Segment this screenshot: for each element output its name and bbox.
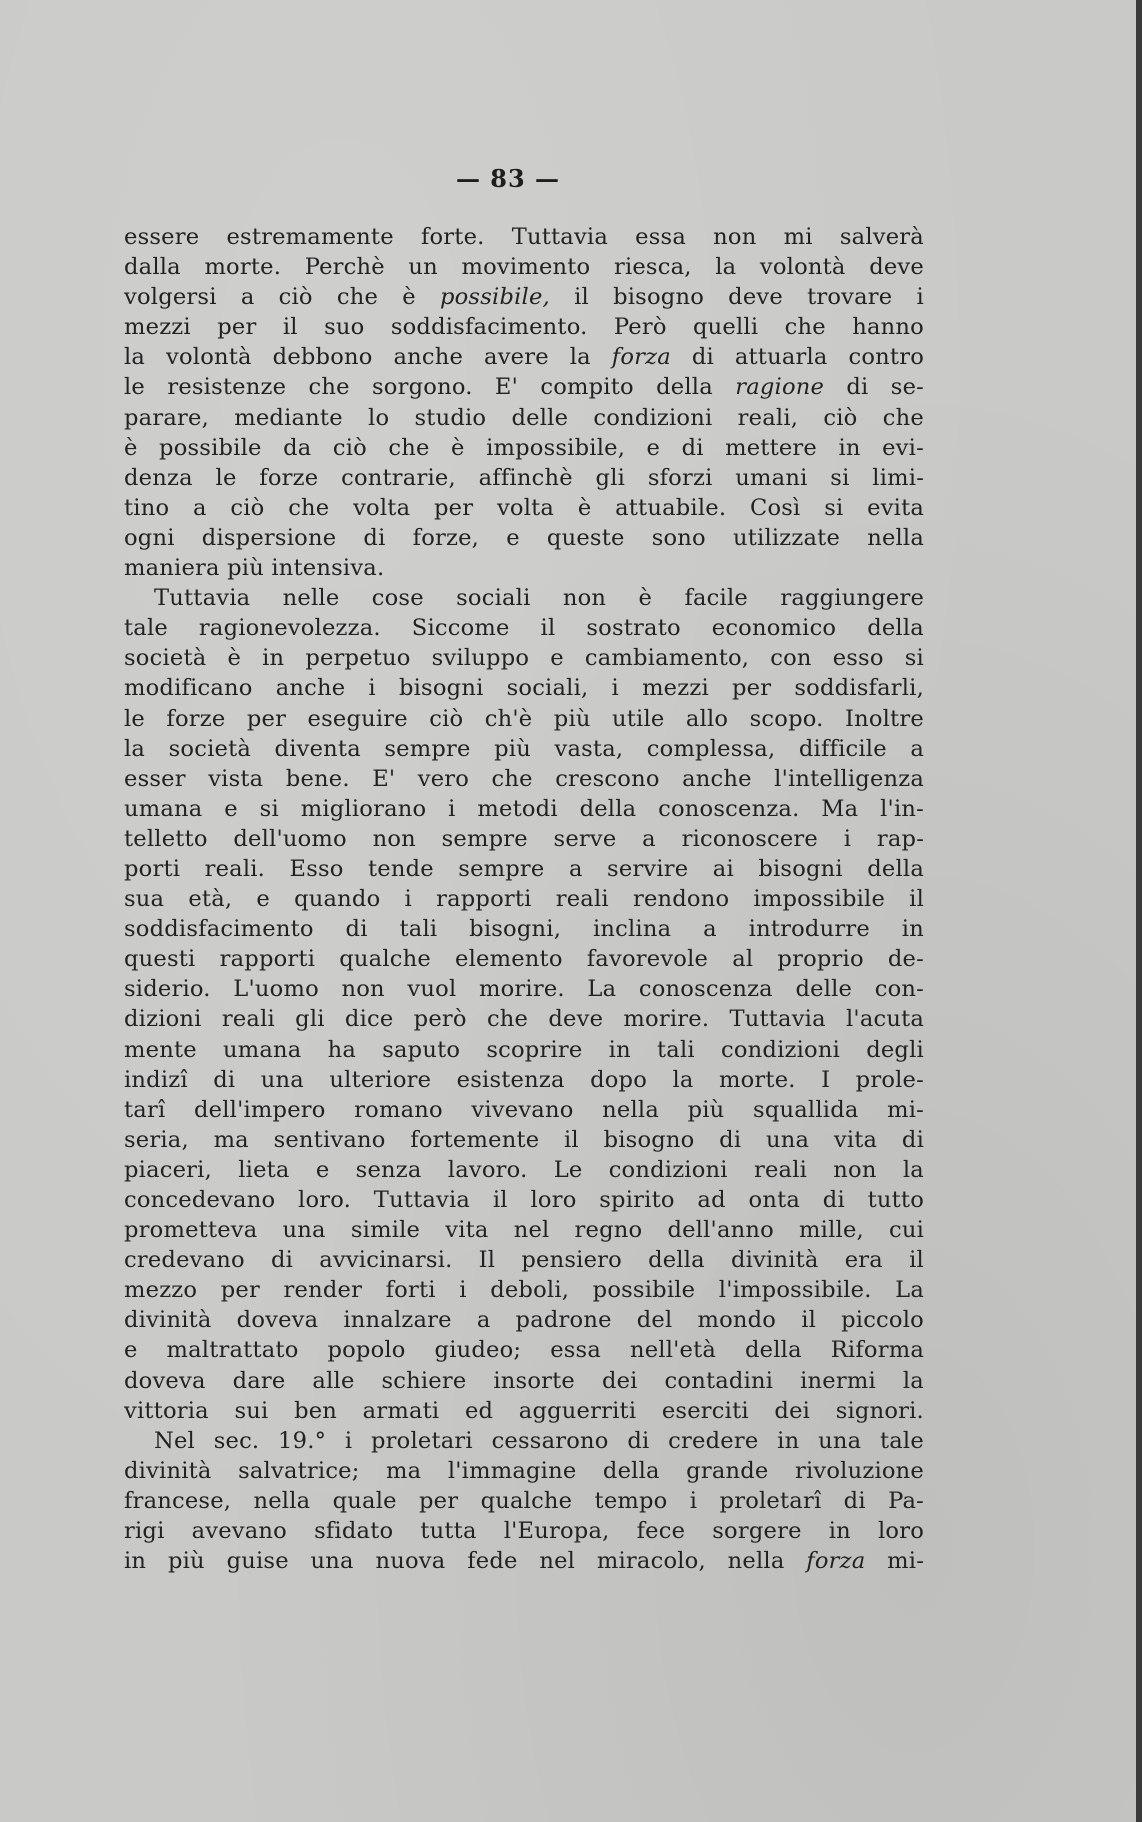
text-line: è possibile da ciò che è impossibile, e di mettere in evi-: [124, 434, 924, 461]
text-line: rigi avevano sfidato tutta l'Europa, fece sorgere in loro: [124, 1518, 925, 1545]
text-line: dalla morte. Perchè un movimento riesca, la volontà deve: [124, 254, 924, 281]
text-line: concedevano loro. Tuttavia il loro spirito ad onta di tutto: [124, 1187, 925, 1213]
text-line: tarî dell'impero romano vivevano nella più squallida mi-: [124, 1096, 925, 1123]
text-line: Tuttavia nelle cose sociali non è facile raggiungere: [154, 585, 925, 612]
text-line: tale ragionevolezza. Siccome il sostrato economico della: [124, 615, 924, 642]
text-line: mezzo per render forti i deboli, possibile l'impossibile. La: [124, 1277, 925, 1304]
text-line: prometteva una simile vita nel regno dell'anno mille, cui: [124, 1217, 925, 1244]
text-line: parare, mediante lo studio delle condizioni reali, ciò che: [124, 404, 924, 431]
text-line: e maltrattato popolo giudeo; essa nell'età della Riforma: [124, 1337, 925, 1364]
text-line: le resistenze che sorgono. E' compito della ragione di se-: [124, 374, 924, 401]
text-line: in più guise una nuova fede nel miracolo, nella forza mi-: [124, 1548, 925, 1575]
text-line: esser vista bene. E' vero che crescono anche l'intelligenza: [124, 765, 925, 792]
text-line: doveva dare alle schiere insorte dei contadini inermi la: [124, 1367, 924, 1394]
text-line: mente umana ha saputo scoprire in tali condizioni degli: [124, 1036, 924, 1063]
text-line: tino a ciò che volta per volta è attuabile. Così si evita: [124, 494, 925, 521]
text-line: le forze per eseguire ciò ch'è più utile allo scopo. Inoltre: [124, 705, 924, 732]
text-line: seria, ma sentivano fortemente il bisogno di una vita di: [124, 1126, 924, 1153]
text-line: porti reali. Esso tende sempre a servire ai bisogni della: [124, 855, 925, 882]
text-line: credevano di avvicinarsi. Il pensiero della divinità era il: [124, 1247, 924, 1274]
text-line: sua età, e quando i rapporti reali rendono impossibile il: [124, 886, 925, 913]
text-line: essere estremamente forte. Tuttavia essa non mi salverà: [124, 224, 924, 250]
text-line: mezzi per il suo soddisfacimento. Però quelli che hanno: [124, 314, 924, 341]
text-line: francese, nella quale per qualche tempo i proletarî di Pa-: [124, 1487, 924, 1514]
text-line: umana e si migliorano i metodi della conoscenza. Ma l'in-: [124, 795, 924, 822]
text-line: la società diventa sempre più vasta, complessa, difficile a: [124, 735, 924, 762]
text-line: siderio. L'uomo non vuol morire. La conoscenza delle con-: [124, 976, 924, 1003]
page-number: — 83 —: [455, 164, 561, 193]
text-line: società è in perpetuo sviluppo e cambiamento, con esso si: [124, 645, 924, 672]
text-line: denza le forze contrarie, affinchè gli sforzi umani si limi-: [124, 464, 925, 491]
text-line: questi rapporti qualche elemento favorevole al proprio de-: [124, 946, 924, 973]
text-line: volgersi a ciò che è possibile, il bisogno deve trovare i: [124, 284, 924, 311]
text-line: divinità salvatrice; ma l'immagine della grande rivoluzione: [124, 1457, 924, 1484]
text-line: ogni dispersione di forze, e queste sono utilizzate nella: [124, 524, 925, 551]
text-line: piaceri, lieta e senza lavoro. Le condizioni reali non la: [124, 1156, 924, 1183]
text-line: vittoria sui ben armati ed agguerriti eserciti dei signori.: [124, 1397, 924, 1424]
body-text: [124, 222, 924, 1576]
page-edge: [1136, 0, 1142, 1822]
text-line: maniera più intensiva.: [124, 555, 385, 582]
text-line: dizioni reali gli dice però che deve morire. Tuttavia l'acuta: [124, 1006, 925, 1033]
text-line: modificano anche i bisogni sociali, i mezzi per soddisfarli,: [124, 675, 924, 702]
text-line: indizî di una ulteriore esistenza dopo la morte. I prole-: [124, 1066, 924, 1093]
text-line: Nel sec. 19.° i proletari cessarono di credere in una tale: [154, 1427, 924, 1454]
text-line: la volontà debbono anche avere la forza di attuarla contro: [124, 344, 925, 371]
text-line: telletto dell'uomo non sempre serve a riconoscere i rap-: [124, 825, 925, 852]
text-line: soddisfacimento di tali bisogni, inclina a introdurre in: [124, 916, 924, 943]
text-line: divinità doveva innalzare a padrone del mondo il piccolo: [124, 1307, 924, 1334]
